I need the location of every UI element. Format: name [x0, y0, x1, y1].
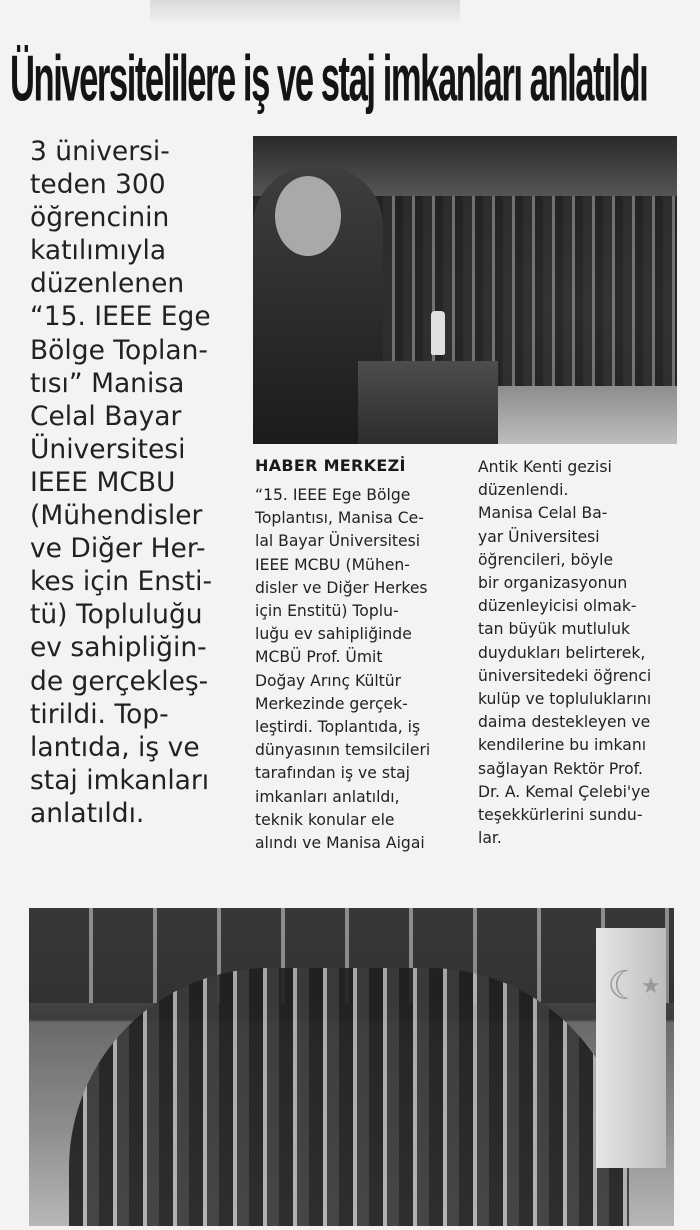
- water-bottle: [431, 311, 445, 355]
- body-column-2: Antik Kenti gezisi düzenlendi. Manisa Celal Ba- yar Üniversitesi öğrencileri, böyle bir organizasyonun düzenleyicisi olmak- tan büyük mutluluk duydukları belirterek, üniversitedeki öğrenci kulüp ve topluluklarını daima destekleyen ve kendilerine bu imkanı sağlayan Rektör Prof. Dr. A. Kemal Çelebi'ye teşekkürlerini sundu- lar.: [478, 458, 652, 848]
- group-photo: [29, 908, 674, 1226]
- headline: Üniversitelilere iş ve staj imkanları anlatıldı: [10, 43, 648, 116]
- body-column-1: “15. IEEE Ege Bölge Toplantısı, Manisa Ce- lal Bayar Üniversitesi IEEE MCBU (Mühen- disler ve Diğer Herkes için Enstitü) Toplu- luğu ev sahipliğinde MCBÜ Prof. Ümit Doğay Arınç Kültür Merkezinde gerçek- leştirdi. Toplantıda, iş dünyasının temsilcileri tarafından iş ve staj imkanları anlatıldı, teknik konular ele alındı ve Manisa Aigai: [255, 486, 431, 853]
- star-icon: ★: [641, 974, 661, 999]
- conference-speaker-photo: [253, 136, 677, 444]
- podium: [358, 361, 498, 444]
- previous-article-bleed: [150, 0, 460, 22]
- byline: HABER MERKEZİ: [255, 456, 406, 475]
- lead-summary: 3 üniversi- teden 300 öğrencinin katılımıyla düzenlenen “15. IEEE Ege Bölge Toplan- tısı” Manisa Celal Bayar Üniversitesi IEEE MCBU (Mühendisler ve Diğer Her- kes için Ensti- tü) Topluluğu ev sahipliğin- de gerçekleş- tirildi. Top- lantıda, iş ve staj imkanları anlatıldı.: [30, 136, 213, 829]
- student-group: [69, 968, 629, 1226]
- crescent-icon: ☾: [607, 963, 643, 1009]
